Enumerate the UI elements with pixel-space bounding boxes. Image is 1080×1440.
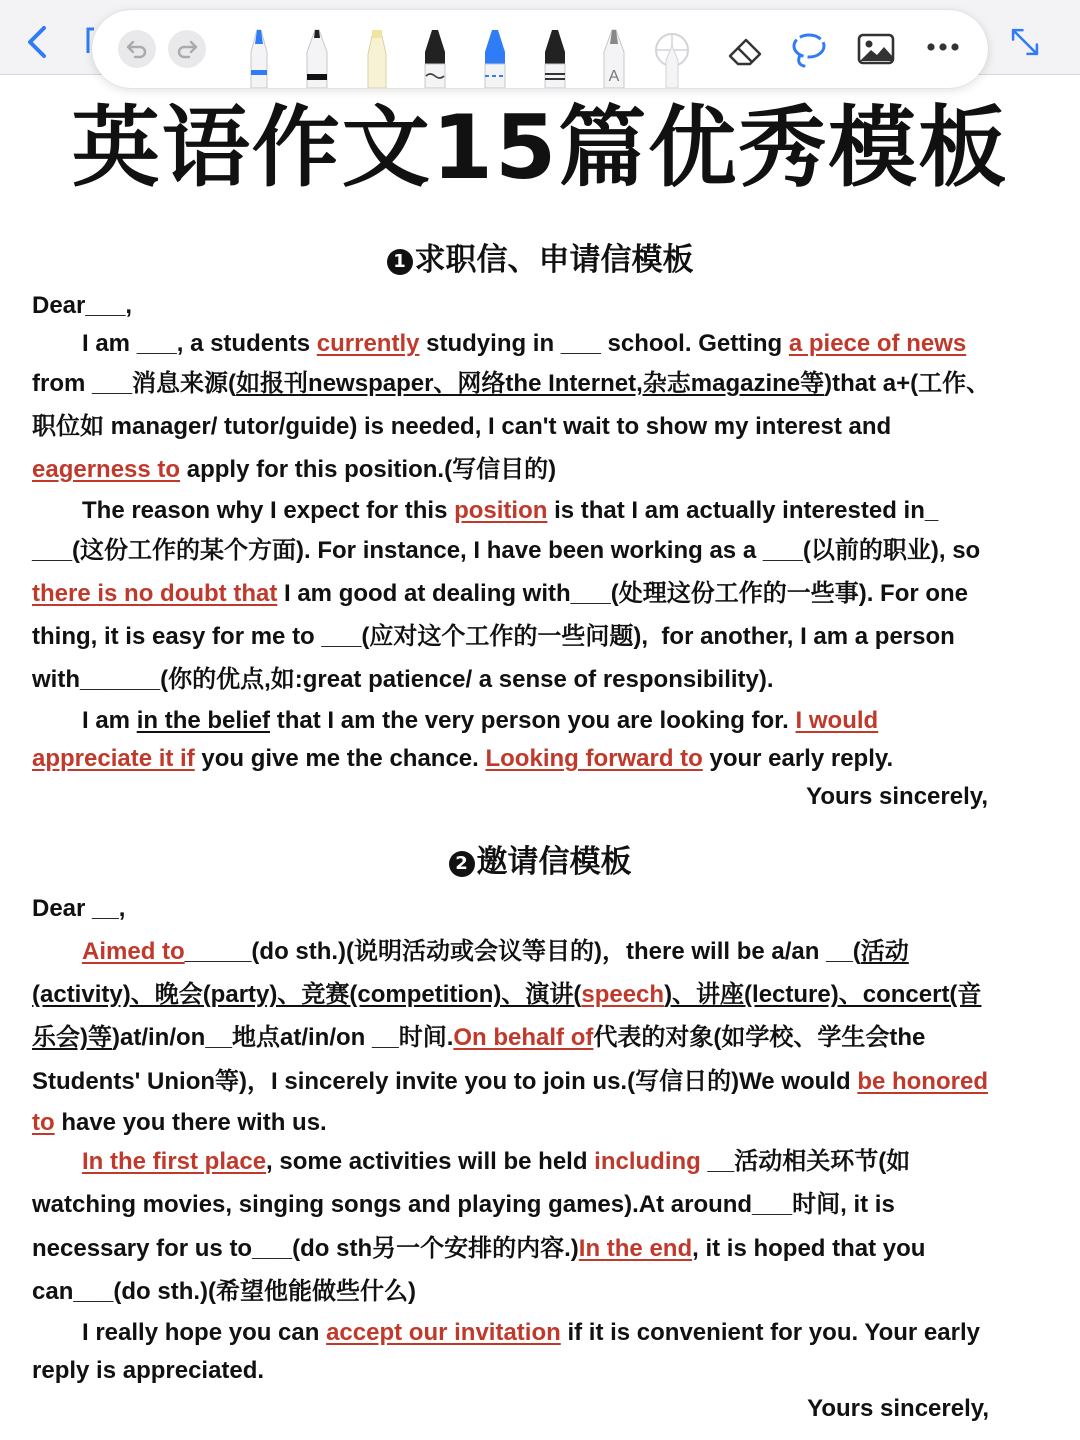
s2-line-5 [32,1107,1052,1139]
text: The reason why I expect for this [82,497,455,524]
page-title: 英语作文15篇优秀模板 [71,96,1009,199]
text: studying in ___ school. Getting [419,330,789,357]
back-icon[interactable] [22,22,56,62]
s1-line-4 [32,454,1052,486]
s1-line-8 [32,621,1052,653]
s2-line-10 [82,1317,1080,1349]
s2-line-3 [32,1022,1052,1054]
text: Dear___, [32,292,133,319]
text: )at/in/on__地点at/in/on __时间. [112,1024,454,1051]
text-tool-label: A [608,68,620,85]
s1-closing: Yours sincerely, [806,783,988,810]
s2-line-8 [32,1233,1052,1265]
more-icon[interactable] [926,42,960,52]
highlight-phrase: eagerness to [32,456,181,483]
text: 职位如 manager/ tutor/guide) is needed, I can't wait to show my interest and [32,413,892,440]
underlined-phrase: )、讲座(lecture)、concert(音 [664,981,982,1008]
s2-line-6 [82,1146,1080,1178]
text: _____(do sth.)(说明活动或会议等目的)，there will be a/an __( [184,938,861,965]
text: thing, it is easy for me to ___(应对这个工作的一些问题), for another, I am a person [32,623,955,650]
text: apply for this position.(写信目的) [180,456,557,483]
s1-line-0 [32,290,1052,322]
text: necessary for us to___(do sth另一个安排的内容.) [32,1235,579,1262]
section2-title: 邀请信模板 [476,844,632,880]
s2-line-1 [82,936,1080,968]
s1-line-5 [82,495,1080,527]
highlight-phrase: In the end [578,1235,693,1262]
section1-number: 1 [387,249,413,275]
redo-button[interactable] [168,30,206,68]
text: watching movies, singing songs and playing games).At around___时间, it is [32,1191,895,1218]
text: I am ___, a students [82,330,317,357]
s2-line-2 [32,979,1052,1011]
text-pencil-tool[interactable] [599,24,629,88]
s2-line-0 [32,893,1052,925]
highlight-phrase: In the first place [82,1148,267,1175]
highlight-phrase: Aimed to [82,938,185,965]
text: have you there with us. [54,1109,327,1136]
highlight-phrase: appreciate it if [32,745,195,772]
text: Students' Union等)，I sincerely invite you to join us.(写信日的)We would [32,1068,858,1095]
s1-line-1 [82,328,1080,360]
eraser-icon[interactable] [726,32,766,68]
s1-line-9 [32,664,1052,696]
text: I really hope you can [82,1319,327,1346]
undo-button[interactable] [118,30,156,68]
undo-icon [125,37,149,61]
underlined-phrase: 活动 [860,938,909,965]
text: is that I am actually interested in_ [547,497,939,524]
underlined-phrase: in the belief [136,707,271,734]
text: reply is appreciated. [32,1357,265,1384]
section1-title: 求职信、申请信模板 [414,242,694,278]
text: , it is hoped that you [692,1235,926,1262]
highlight-phrase: On behalf of [453,1024,594,1051]
s2-line-11 [32,1355,1052,1387]
underlined-phrase: 乐会)等 [32,1024,112,1051]
underlined-phrase: 如报刊newspaper、网络the Internet,杂志magazine等 [236,370,825,397]
text: with______(你的优点,如:great patience/ a sense of responsibility). [32,666,774,693]
section2-number: 2 [449,851,475,877]
highlight-phrase: be honored [857,1068,988,1095]
section1-heading [0,240,1080,280]
highlight-phrase: I would [795,707,879,734]
text: your early reply. [702,745,894,772]
s2-line-9 [32,1276,1052,1308]
s1-line-2 [32,368,1052,400]
highlight-phrase: position [454,497,548,524]
s2-line-7 [32,1189,1052,1221]
s1-line-11 [32,743,1052,775]
text: can___(do sth.)(希望他能做些什么) [32,1278,417,1305]
text: that I am the very person you are looking for. [270,707,796,734]
s2-closing: Yours sincerely, [807,1395,989,1422]
red-phrase: including [594,1148,701,1175]
pencil-blue-icon[interactable] [244,24,274,88]
highlight-phrase: a piece of news [788,330,967,357]
highlight-phrase: to [32,1109,55,1136]
ruler-icon[interactable] [652,24,692,88]
highlight-phrase: accept our invitation [326,1319,561,1346]
s2-line-4 [32,1066,1052,1098]
text: 代表的对象(如学校、学生会the [593,1024,926,1051]
image-icon[interactable] [856,32,896,66]
marker-wave-icon[interactable] [420,24,450,88]
marker-lines-icon[interactable] [540,24,570,88]
text: ___(这份工作的某个方面). For instance, I have been working as a ___(以前的职业), so [32,537,981,564]
drawing-toolbar [92,10,988,88]
text: you give me the chance. [194,745,486,772]
pencil-black-icon[interactable] [302,24,332,88]
s1-line-3 [32,411,1052,443]
expand-icon[interactable] [1008,22,1042,62]
text: if it is convenient for you. Your early [560,1319,980,1346]
underlined-phrase: (activity)、晚会(party)、竞赛(competition)、演讲( [32,981,582,1008]
highlighter-yellow-icon[interactable] [362,24,392,88]
s1-line-6 [32,535,1052,567]
highlight-phrase: Looking forward to [485,745,703,772]
lasso-icon[interactable] [788,30,828,70]
text: , some activities will be held [266,1148,595,1175]
text: from ___消息来源( [32,370,237,397]
highlight-phrase: speech [581,981,665,1008]
section2-heading [0,842,1080,882]
text: )that a+(工作、 [824,370,991,397]
highlight-phrase: currently [316,330,420,357]
text: I am good at dealing with___(处理这份工作的一些事). For one [277,580,969,607]
text: I am [82,707,137,734]
redo-icon [175,37,199,61]
text: __活动相关环节(如 [700,1148,911,1175]
highlight-phrase: there is no doubt that [32,580,278,607]
text: Dear __, [32,895,126,922]
s1-line-7 [32,578,1052,610]
marker-dash-blue-icon[interactable] [480,24,510,88]
s1-line-10 [82,705,1080,737]
